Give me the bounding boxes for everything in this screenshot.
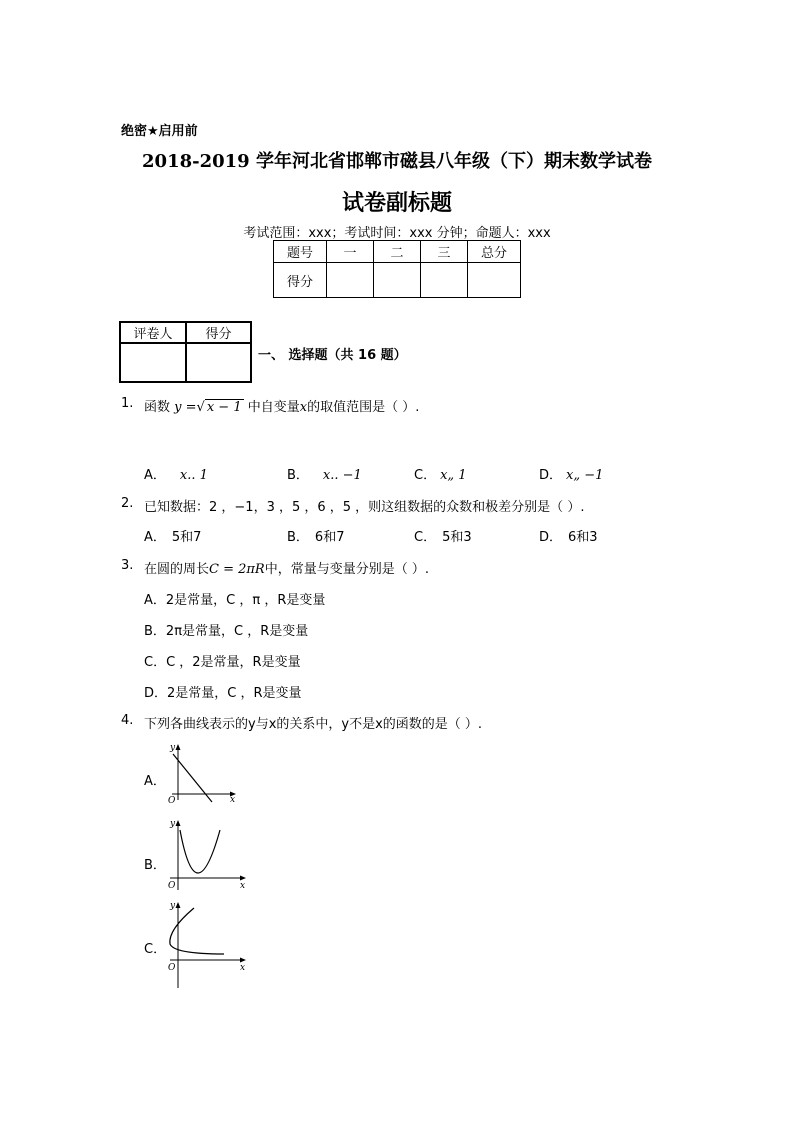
option-c[interactable]: C． 5和3	[414, 530, 472, 545]
option-c[interactable]: C． x„ 1	[414, 468, 467, 483]
option-a[interactable]: A． x.. 1	[144, 468, 208, 483]
grader-header-cell: 得分	[186, 322, 251, 343]
option-b[interactable]: B．	[144, 858, 166, 873]
formula-sqrt: x − 1	[206, 400, 242, 415]
axis-label-y: y	[170, 743, 176, 753]
option-c[interactable]: C．	[144, 942, 167, 957]
score-header-cell: 三	[421, 241, 468, 263]
question-number: 1.	[121, 396, 134, 411]
score-header-cell: 二	[374, 241, 421, 263]
option-b[interactable]: B．2π是常量，C ，R是变量	[144, 624, 309, 639]
question-text: 在圆的周长	[144, 562, 210, 577]
option-d[interactable]: D． x„ −1	[539, 468, 604, 483]
origin-label: O	[168, 796, 176, 804]
question-text: 下列各曲线表示的y与x的关系中，y不是x的函数的是（ ）.	[144, 717, 483, 732]
formula-var: x	[299, 400, 308, 415]
score-cell	[327, 263, 374, 298]
origin-label: O	[168, 881, 176, 891]
question-text: 中自变量	[247, 400, 300, 415]
option-a[interactable]: A．	[144, 774, 166, 789]
option-a[interactable]: A． 5和7	[144, 530, 202, 545]
score-table	[273, 240, 521, 298]
question-text: 已知数据：2 ，−1，3 ，5 ，6 ，5 ，则这组数据的众数和极差分别是（ ）.	[144, 500, 585, 515]
sqrt-sign: √	[196, 400, 205, 415]
option-a[interactable]: A．2是常量，C ，π ，R是变量	[144, 593, 326, 608]
question-text: 的取值范围是（ ）.	[307, 400, 420, 415]
axis-label-x: x	[240, 881, 246, 891]
graph-c	[160, 898, 250, 990]
grader-cell	[186, 343, 251, 382]
top-secret-label: 绝密★启用前	[121, 124, 198, 139]
option-c[interactable]: C．C ，2是常量，R是变量	[144, 655, 301, 670]
score-row-label: 得分	[274, 263, 327, 298]
exam-subtitle: 试卷副标题	[341, 191, 452, 216]
origin-label: O	[168, 963, 176, 973]
grader-table	[119, 321, 252, 383]
axis-label-x: x	[240, 963, 246, 973]
exam-info: 考试范围：xxx；考试时间：xxx 分钟；命题人：xxx	[243, 226, 551, 241]
question-text: 函数	[144, 400, 171, 415]
score-cell	[468, 263, 521, 298]
section-title: 一、 选择题（共 16 题）	[258, 348, 407, 363]
question-number: 2.	[121, 496, 134, 511]
score-header-cell: 一	[327, 241, 374, 263]
exam-title: 2018-2019 学年河北省邯郸市磁县八年级（下）期末数学试卷	[142, 151, 652, 172]
grader-cell	[120, 343, 186, 382]
axis-label-y: y	[170, 901, 176, 911]
graph-b	[160, 816, 250, 892]
option-b[interactable]: B． 6和7	[287, 530, 345, 545]
option-d[interactable]: D．2是常量，C ，R是变量	[144, 686, 302, 701]
graph-a	[160, 740, 240, 804]
score-cell	[421, 263, 468, 298]
grader-header-cell: 评卷人	[120, 322, 186, 343]
question-number: 4.	[121, 713, 134, 728]
score-header-cell: 题号	[274, 241, 327, 263]
option-d[interactable]: D． 6和3	[539, 530, 598, 545]
question-number: 3.	[121, 558, 134, 573]
axis-label-x: x	[230, 795, 236, 804]
score-cell	[374, 263, 421, 298]
axis-label-y: y	[170, 819, 176, 829]
question-text: 中，常量与变量分别是（ ）.	[264, 562, 429, 577]
formula: C = 2πR	[209, 562, 265, 577]
formula-lhs: y =	[174, 400, 197, 415]
option-b[interactable]: B． x.. −1	[287, 468, 362, 483]
score-header-cell: 总分	[468, 241, 521, 263]
